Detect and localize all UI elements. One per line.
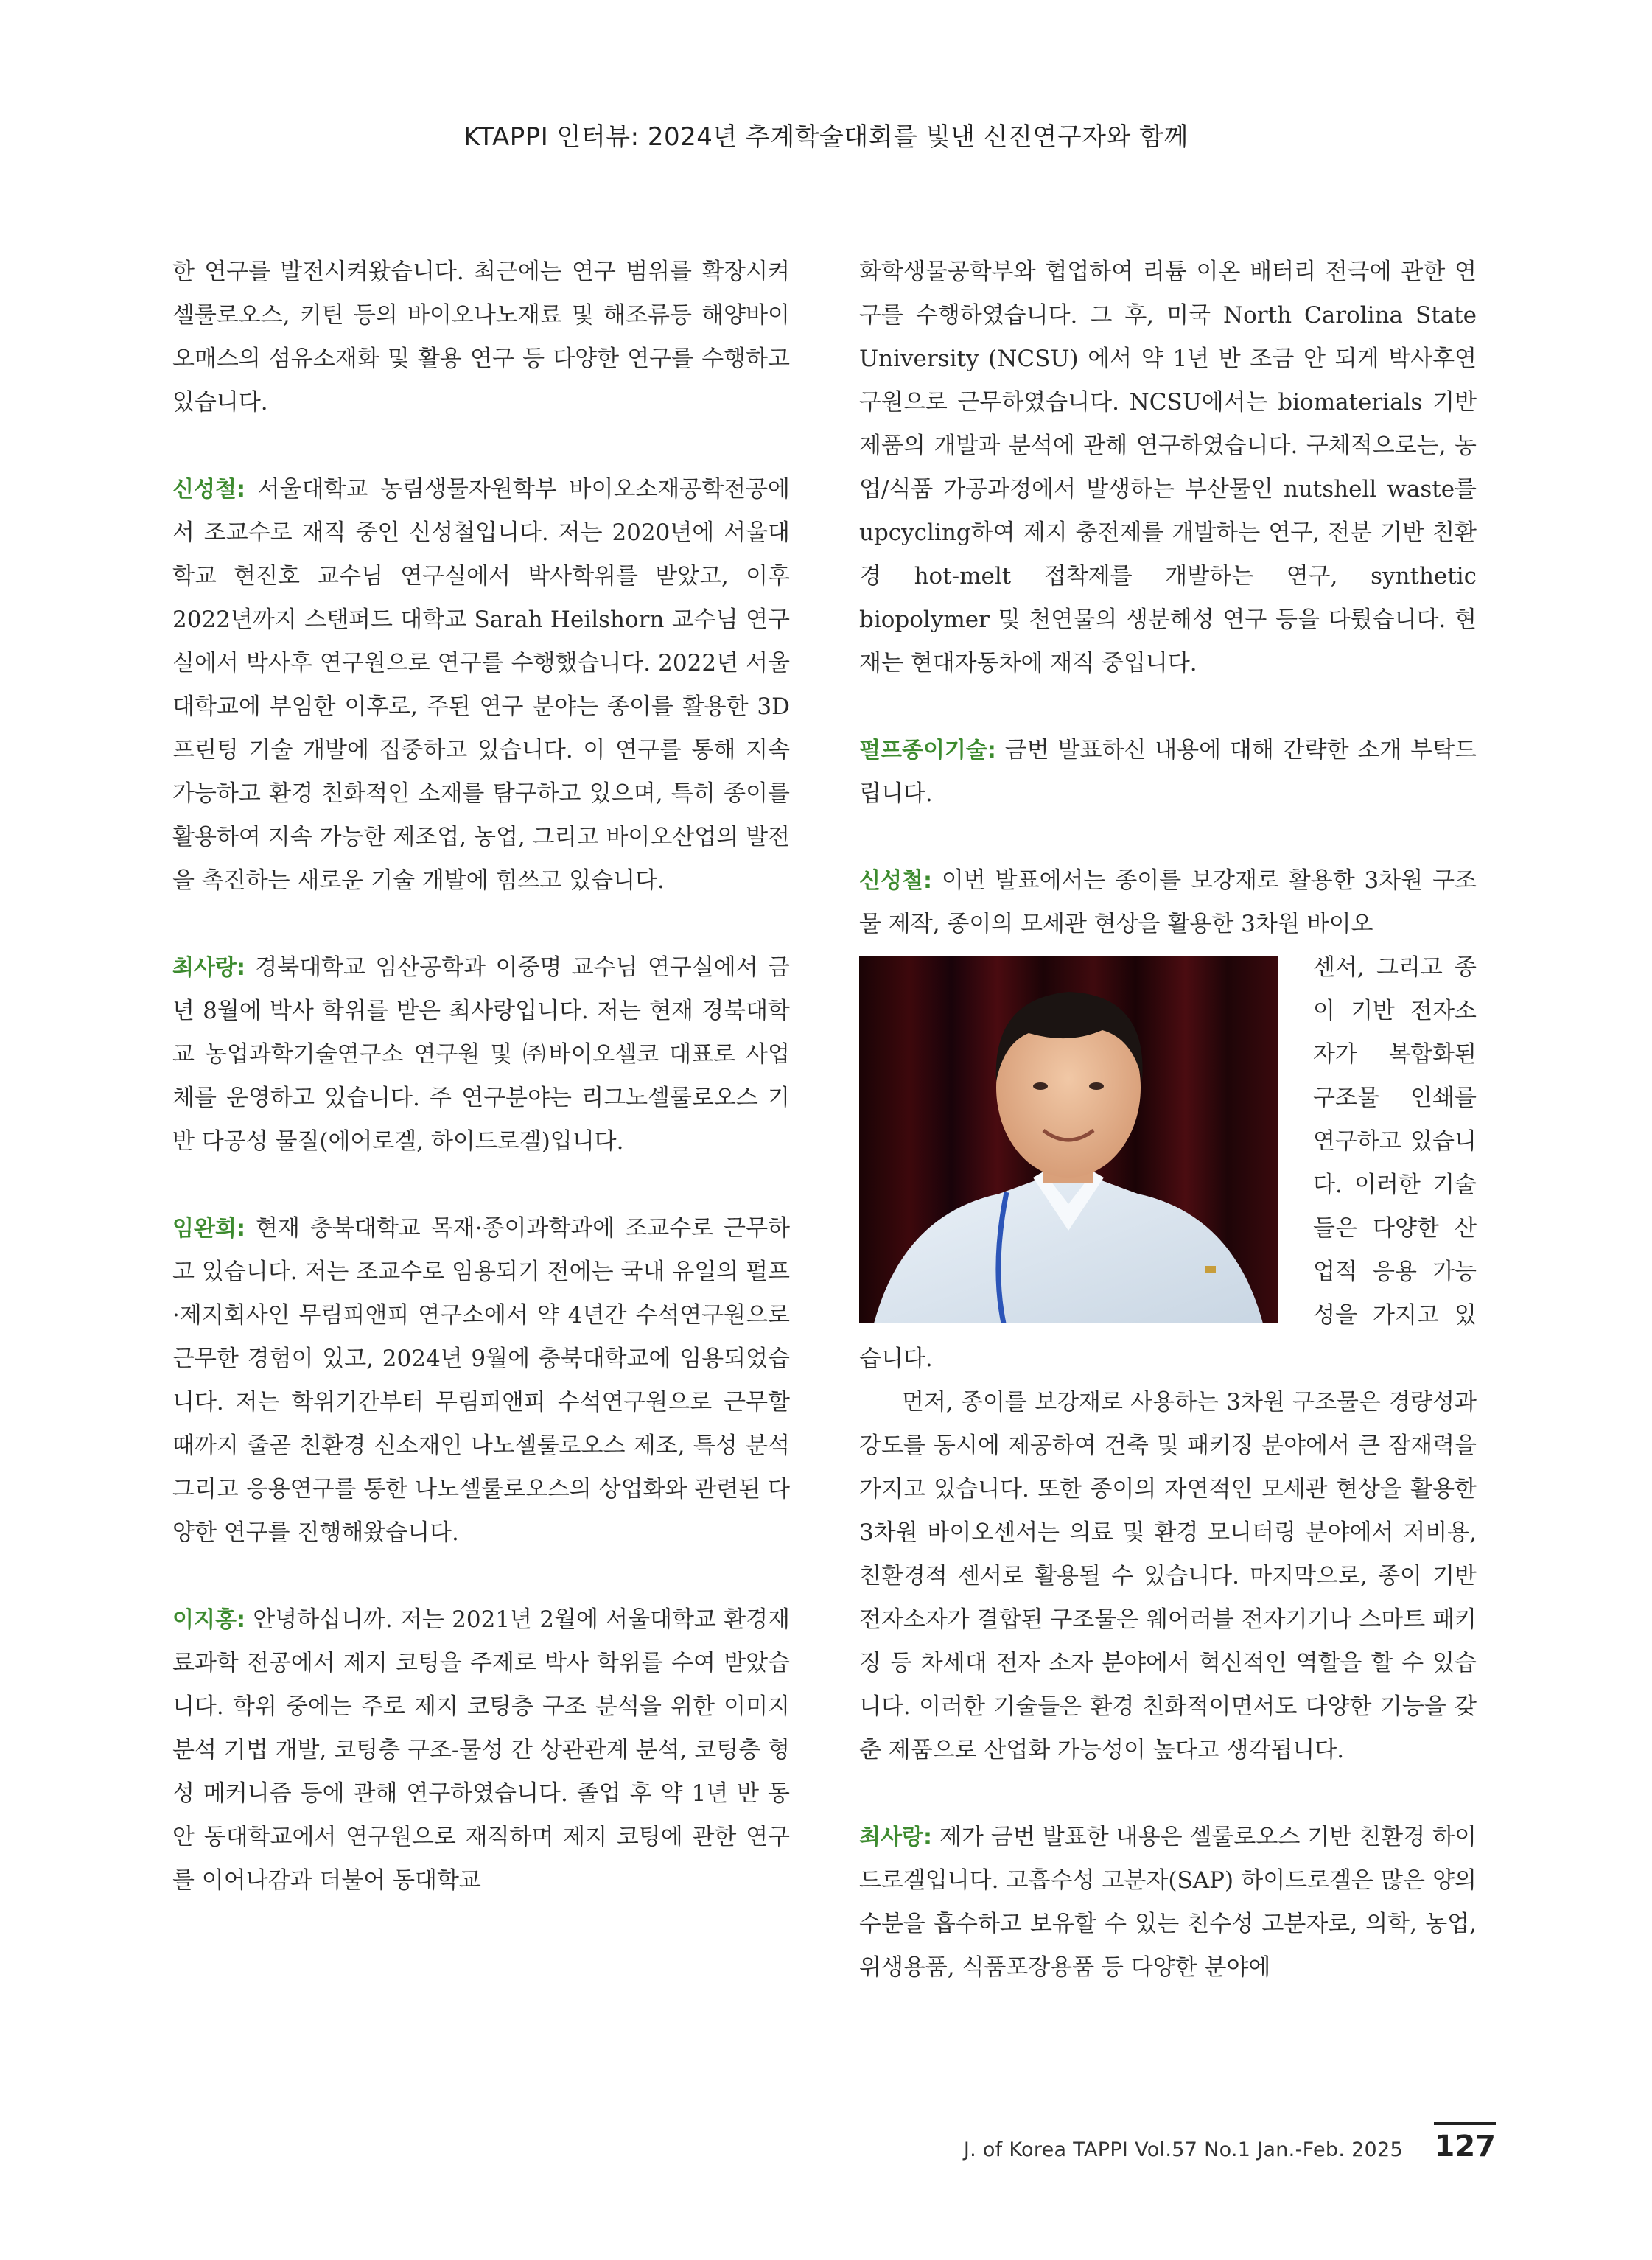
shirt-shape — [874, 1178, 1263, 1323]
speaker-label: 최사랑: — [859, 1825, 932, 1850]
paragraph-question: 펄프종이기술: 금번 발표하신 내용에 대해 간략한 소개 부탁드립니다. — [859, 737, 1477, 807]
left-column — [172, 251, 790, 1903]
speaker-label: 신성철: — [172, 477, 245, 503]
paragraph-shin-intro: 신성철: 서울대학교 농림생물자원학부 바이오소재공학전공에서 조교수로 재직 중인 신성철입니다. 저는 2020년에 서울대학교 현진호 교수님 연구실에서 박사학위를 받았고, 이후 2022년까지 스탠퍼드 대학교 Sarah Heilshorn 교수님 연구실에서 박사후 연구원으로 연구를 수행했습니다. 2022년 서울대학교에 부임한 이후로, 주된 연구 분야는 종이를 활용한 3D 프린팅 기술 개발에 집중하고 있습니다. 이 연구를 통해 지속 가능하고 환경 친화적인 소재를 탐구하고 있으며, 특히 종이를 활용하여 지속 가능한 제조업, 농업, 그리고 바이오산업의 발전을 촉진하는 새로운 기술 개발에 힘쓰고 있습니다. — [172, 476, 790, 894]
portrait-photo — [859, 956, 1278, 1323]
portrait-illustration — [859, 956, 1278, 1323]
speaker-label: 임완희: — [172, 1216, 245, 1242]
speaker-label: 최사랑: — [172, 955, 245, 981]
paragraph-lee-continued: 화학생물공학부와 협업하여 리튬 이온 배터리 전극에 관한 연구를 수행하였습니다. 그 후, 미국 North Carolina State University (NCSU) 에서 약 1년 반 조금 안 되게 박사후연구원으로 근무하였습니다. NCSU에서는 biomaterials 기반 제품의 개발과 분석에 관해 연구하였습니다. 구체적으로는, 농업/식품 가공과정에서 발생하는 부산물인 nutshell waste를 upcycling하여 제지 충전제를 개발하는 연구, 전분 기반 친환경 hot-melt 접착제를 개발하는 연구, synthetic biopolymer 및 천연물의 생분해성 연구 등을 다뤘습니다. 현재는 현대자동차에 재직 중입니다. — [859, 259, 1477, 676]
paragraph-choi-answer: 최사랑: 제가 금번 발표한 내용은 셀룰로오스 기반 친환경 하이드로겔입니다. 고흡수성 고분자(SAP) 하이드로겔은 많은 양의 수분을 흡수하고 보유할 수 있는 친수성 고분자로, 의학, 농업, 위생용품, 식품포장용품 등 다양한 분야에 — [859, 1824, 1477, 1981]
page-number: 127 — [1434, 2130, 1496, 2163]
paragraph-shin-answer-wrap: 센서, 그리고 종이 기반 전자소자가 복합화된 구조물 인쇄를 연구하고 있습니다. 이러한 기술들은 다양한 산업적 응용 가능성을 가지고 있습니다. — [859, 954, 1477, 1372]
footer-rule — [1434, 2122, 1496, 2125]
paragraph-intro-continued: 한 연구를 발전시켜왔습니다. 최근에는 연구 범위를 확장시켜 셀룰로오스, 키틴 등의 바이오나노재료 및 해조류등 해양바이오매스의 섬유소재화 및 활용 연구 등 다양한 연구를 수행하고 있습니다. — [172, 259, 790, 416]
speaker-label: 이지홍: — [172, 1607, 245, 1633]
speaker-label: 신성철: — [859, 868, 932, 894]
speaker-label: 펄프종이기술: — [859, 738, 996, 763]
running-header: KTAPPI 인터뷰: 2024년 추계학술대회를 빛낸 신진연구자와 함께 — [463, 122, 1189, 152]
paragraph-shin-answer: 신성철: 이번 발표에서는 종이를 보강재로 활용한 3차원 구조물 제작, 종이의 모세관 현상을 활용한 3차원 바이오 — [859, 867, 1477, 937]
journal-citation: J. of Korea TAPPI Vol.57 No.1 Jan.-Feb. 2025 — [963, 2138, 1403, 2161]
paragraph-lee-intro: 이지홍: 안녕하십니까. 저는 2021년 2월에 서울대학교 환경재료과학 전공에서 제지 코팅을 주제로 박사 학위를 수여 받았습니다. 학위 중에는 주로 제지 코팅층 구조 분석을 위한 이미지 분석 기법 개발, 코팅층 구조-물성 간 상관관계 분석, 코팅층 형성 메커니즘 등에 관해 연구하였습니다. 졸업 후 약 1년 반 동안 동대학교에서 연구원으로 재직하며 제지 코팅에 관한 연구를 이어나감과 더불어 동대학교 — [172, 1606, 790, 1894]
right-column — [859, 251, 1477, 1990]
paragraph-shin-answer-detail: 먼저, 종이를 보강재로 사용하는 3차원 구조물은 경량성과 강도를 동시에 제공하여 건축 및 패키징 분야에서 큰 잠재력을 가지고 있습니다. 또한 종이의 자연적인 모세관 현상을 활용한 3차원 바이오센서는 의료 및 환경 모니터링 분야에서 저비용, 친환경적 센서로 활용될 수 있습니다. 마지막으로, 종이 기반 전자소자가 결합된 구조물은 웨어러블 전자기기나 스마트 패키징 등 차세대 전자 소자 분야에서 혁신적인 역할을 할 수 있습니다. 이러한 기술들은 환경 친화적이면서도 다양한 기능을 갖춘 제품으로 산업화 가능성이 높다고 생각됩니다. — [859, 1389, 1477, 1763]
paragraph-lim-intro: 임완희: 현재 충북대학교 목재·종이과학과에 조교수로 근무하고 있습니다. 저는 조교수로 임용되기 전에는 국내 유일의 펄프·제지회사인 무림피앤피 연구소에서 약 4년간 수석연구원으로 근무한 경험이 있고, 2024년 9월에 충북대학교에 임용되었습니다. 저는 학위기간부터 무림피앤피 수석연구원으로 근무할 때까지 줄곧 친환경 신소재인 나노셀룰로오스 제조, 특성 분석 그리고 응용연구를 통한 나노셀룰로오스의 상업화와 관련된 다양한 연구를 진행해왔습니다. — [172, 1215, 790, 1546]
page-footer — [884, 2122, 1496, 2166]
paragraph-choi-intro: 최사랑: 경북대학교 임산공학과 이중명 교수님 연구실에서 금년 8월에 박사 학위를 받은 최사랑입니다. 저는 현재 경북대학교 농업과학기술연구소 연구원 및 ㈜바이오셀코 대표로 사업체를 운영하고 있습니다. 주 연구분야는 리그노셀룰로오스 기반 다공성 물질(에어로겔, 하이드로겔)입니다. — [172, 954, 790, 1155]
